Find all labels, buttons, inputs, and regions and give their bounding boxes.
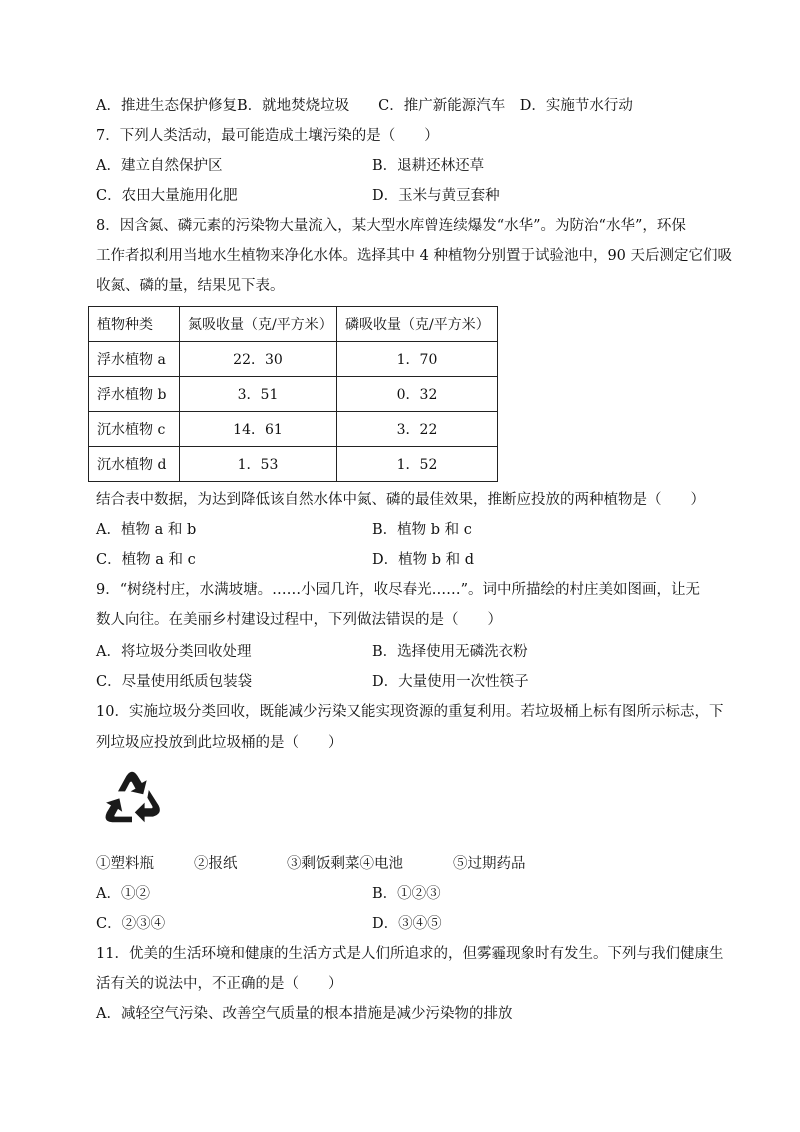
table-header-cell: 植物种类 [89, 307, 180, 342]
q10-item-5: ⑤过期药品 [453, 856, 526, 872]
q7-option-b: B．退耕还林还草 [372, 158, 485, 174]
table-cell: 0．32 [337, 377, 498, 412]
table-header-cell: 磷吸收量（克/平方米） [337, 307, 498, 342]
q8-question: 结合表中数据，为达到降低该自然水体中氮、磷的最佳效果，推断应投放的两种植物是（ ） [96, 492, 705, 508]
q10-stem-line-1: 10．实施垃圾分类回收，既能减少污染又能实现资源的重复利用。若垃圾桶上标有图所示标志，下 [96, 704, 724, 720]
table-cell: 沉水植物 c [89, 412, 180, 447]
q7-option-c: C．农田大量施用化肥 [96, 188, 238, 204]
table-cell: 1．52 [337, 447, 498, 482]
q7-stem: 7．下列人类活动，最可能造成土壤污染的是（ ） [96, 128, 439, 144]
q10-option-c: C．②③④ [96, 916, 166, 932]
table-row [89, 342, 498, 377]
q10-option-b: B．①②③ [372, 886, 441, 902]
q8-option-a: A．植物 a 和 b [96, 522, 197, 538]
absorption-table [88, 306, 498, 482]
table-header-row [89, 307, 498, 342]
q8-option-d: D．植物 b 和 d [372, 552, 475, 568]
table-cell: 1．70 [337, 342, 498, 377]
q10-item-3-4: ③剩饭剩菜④电池 [287, 856, 403, 872]
table-header-cell: 氮吸收量（克/平方米） [180, 307, 337, 342]
q11-stem-line-1: 11．优美的生活环境和健康的生活方式是人们所追求的，但雾霾现象时有发生。下列与我们健康生 [96, 946, 724, 962]
q10-stem-line-2: 列垃圾应投放到此垃圾桶的是（ ） [96, 735, 343, 751]
table-cell: 3．51 [180, 377, 337, 412]
q9-stem-line-2: 数人向往。在美丽乡村建设过程中，下列做法错误的是（ ） [96, 612, 502, 628]
q8-option-b: B．植物 b 和 c [372, 522, 472, 538]
q8-stem-line-3: 收氮、磷的量，结果见下表。 [96, 278, 285, 294]
q9-option-b: B．选择使用无磷洗衣粉 [372, 644, 528, 660]
q9-option-d: D．大量使用一次性筷子 [372, 674, 529, 690]
recycle-icon [96, 762, 168, 832]
table-row [89, 447, 498, 482]
table-cell: 14．61 [180, 412, 337, 447]
q8-stem-line-2: 工作者拟利用当地水生植物来净化水体。选择其中 4 种植物分别置于试验池中，90 天后测定它们吸 [96, 248, 732, 264]
q10-item-2: ②报纸 [194, 856, 238, 872]
q7-option-d: D．玉米与黄豆套种 [372, 188, 500, 204]
q9-option-c: C．尽量使用纸质包装袋 [96, 674, 253, 690]
table-cell: 沉水植物 d [89, 447, 180, 482]
q8-stem-line-1: 8．因含氮、磷元素的污染物大量流入，某大型水库曾连续爆发“水华”。为防治“水华”，环保 [96, 218, 686, 234]
q10-option-a: A．①② [96, 886, 150, 902]
q11-option-a: A．减轻空气污染、改善空气质量的根本措施是减少污染物的排放 [96, 1006, 513, 1022]
table-row [89, 412, 498, 447]
q10-item-1: ①塑料瓶 [96, 856, 154, 872]
table-cell: 浮水植物 b [89, 377, 180, 412]
q6-options: A．推进生态保护修复B．就地焚烧垃圾 C．推广新能源汽车 D．实施节水行动 [96, 98, 633, 114]
table-row [89, 377, 498, 412]
table-cell: 浮水植物 a [89, 342, 180, 377]
q11-stem-line-2: 活有关的说法中，不正确的是（ ） [96, 976, 343, 992]
q10-option-d: D．③④⑤ [372, 916, 442, 932]
q7-option-a: A．建立自然保护区 [96, 158, 223, 174]
table-cell: 22．30 [180, 342, 337, 377]
table-cell: 3．22 [337, 412, 498, 447]
table-cell: 1．53 [180, 447, 337, 482]
q9-stem-line-1: 9．“树绕村庄，水满坡塘。……小园几许，收尽春光……”。词中所描绘的村庄美如图画，让无 [96, 582, 701, 598]
q8-option-c: C．植物 a 和 c [96, 552, 196, 568]
q9-option-a: A．将垃圾分类回收处理 [96, 644, 252, 660]
